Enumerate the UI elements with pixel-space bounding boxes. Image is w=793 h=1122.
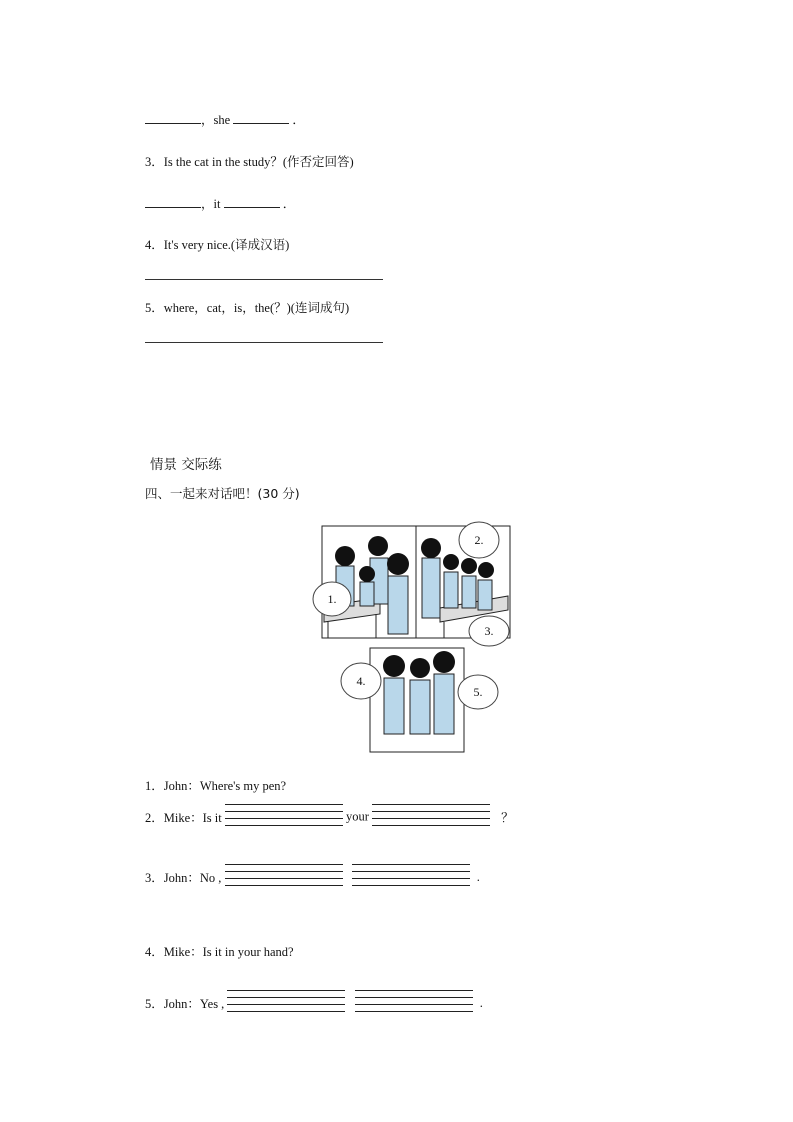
- dialog-2-end: ？: [501, 811, 514, 825]
- question-4: 4．It's very nice.(译成汉语): [145, 238, 290, 252]
- writing-lines[interactable]: [227, 990, 345, 1016]
- dialog-2-mid: your: [345, 809, 369, 824]
- line-3-mid: ，it: [201, 197, 221, 211]
- blank[interactable]: [145, 113, 201, 124]
- blank[interactable]: [224, 197, 280, 208]
- writing-lines[interactable]: [225, 864, 343, 890]
- answer-line-5[interactable]: [145, 342, 383, 343]
- writing-lines[interactable]: [355, 990, 473, 1016]
- section-title: 情景 交际练: [150, 457, 222, 473]
- dialog-5: [145, 990, 483, 1016]
- bubble-label-1: 1.: [327, 592, 337, 606]
- dialog-5-prefix: 5．John：Yes ,: [145, 997, 225, 1011]
- dialog-2: [145, 804, 514, 830]
- writing-lines[interactable]: [372, 804, 490, 830]
- line-2-mid: ，she: [201, 113, 231, 127]
- dialog-3-prefix: 3．John：No ,: [145, 871, 222, 885]
- blank[interactable]: [145, 197, 201, 208]
- blank[interactable]: [233, 113, 289, 124]
- dialog-illustration: [310, 518, 515, 758]
- answer-line-4[interactable]: [145, 279, 383, 280]
- dialog-4: 4．Mike：Is it in your hand?: [145, 945, 294, 959]
- answer-line-3: [145, 194, 295, 212]
- dialog-3-end: .: [476, 869, 480, 884]
- question-5: 5．where，cat，is，the(？)(连词成句): [145, 301, 350, 315]
- dialog-5-end: .: [479, 995, 483, 1010]
- bubble-label-3: 3.: [484, 624, 494, 638]
- answer-line-2: [145, 110, 305, 128]
- bubble-label-4: 4.: [356, 674, 366, 688]
- dialog-1: 1．John：Where's my pen?: [145, 779, 287, 793]
- bubble-label-2: 2.: [474, 533, 484, 547]
- writing-lines[interactable]: [352, 864, 470, 890]
- dialog-2-prefix: 2．Mike：Is it: [145, 811, 222, 825]
- dialog-3: [145, 864, 480, 890]
- part-heading: 四、一起来对话吧！(30 分): [145, 486, 300, 501]
- line-3-end: ．: [282, 197, 296, 211]
- question-3: 3．Is the cat in the study？(作否定回答): [145, 155, 354, 169]
- writing-lines[interactable]: [225, 804, 343, 830]
- line-2-end: ．: [292, 113, 305, 127]
- bubble-label-5: 5.: [473, 685, 483, 699]
